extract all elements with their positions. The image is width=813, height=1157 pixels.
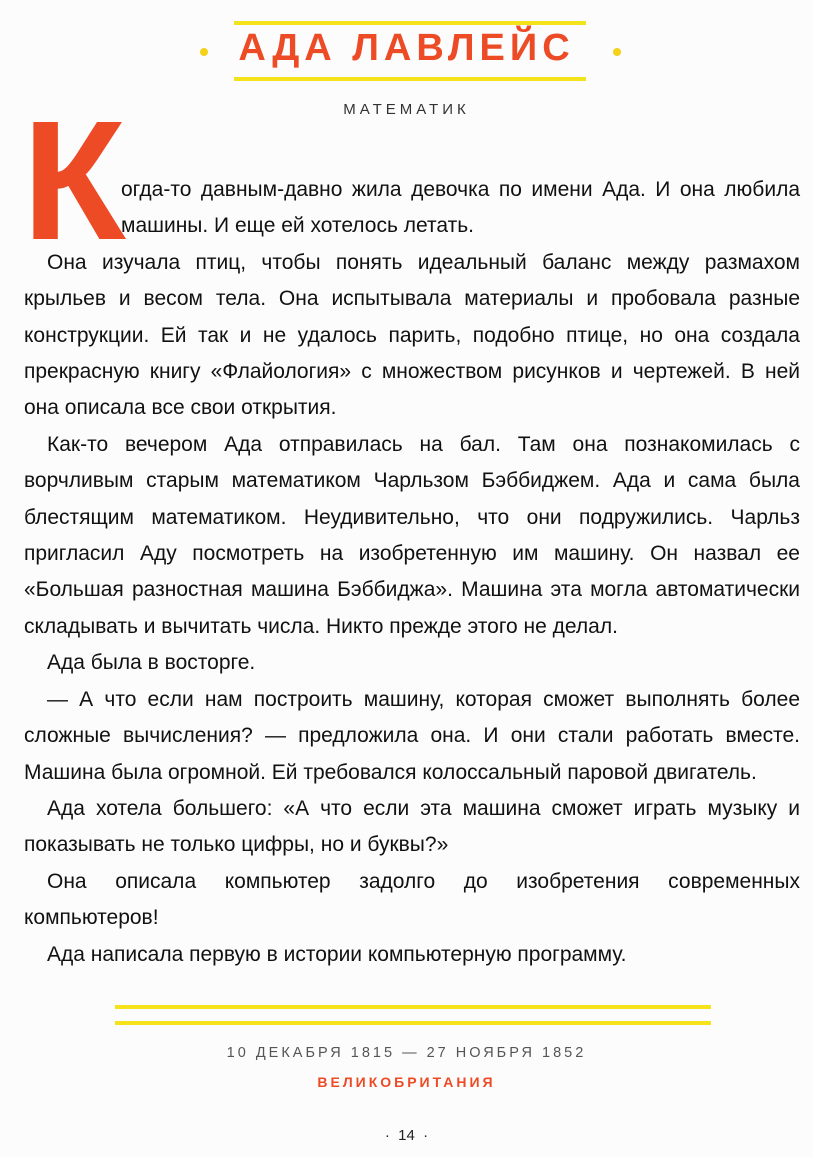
paragraph-5: — А что если нам построить машину, которая сможет выполнять более сложные вычисления? — предложила она. И они стали работать вместе. Машина была огромной. Ей требовался колоссальный паровой двигатель. [24,687,800,784]
paragraph-3: Как-то вечером Ада отправилась на бал. Там она познакомилась с ворчливым старым математиком Чарльзом Бэббиджем. Ада и сама была блестящим математиком. Неудивительно, что они подружились. Чарльз пригласил Аду посмотреть на изобретенную им машину. Он назвал ее «Большая разностная машина Бэббиджа». Машина эта могла автоматически складывать и вычитать числа. Никто прежде этого не делал. [24,432,800,638]
paragraph-1: огда-то давным-давно жила девочка по имени Ада. И она любила машины. И еще ей хотелось летать. [121,178,800,238]
page-subtitle: МАТЕМАТИК [343,101,470,118]
paragraph-2: Она изучала птиц, чтобы понять идеальный баланс между размахом крыльев и весом тела. Она испытывала материалы и пробовала разные конструкции. Ей так и не удалось парить, подобно птице, но она создала прекрасную книгу «Флайология» с множеством рисунков и чертежей. В ней она описала все свои открытия. [24,250,800,420]
paragraph-7: Она описала компьютер задолго до изобретения современных компьютеров! [24,869,800,930]
country: ВЕЛИКОБРИТАНИЯ [317,1074,496,1090]
paragraph-8: Ада написала первую в истории компьютерную программу. [47,942,627,966]
page-number: · 14 · [384,1127,429,1144]
story-text [24,172,800,973]
header-bottom-rule [234,77,586,81]
header-top-rule [234,21,586,25]
footer-bottom-rule [115,1021,711,1025]
page-title: АДА ЛАВЛЕЙС [238,27,575,69]
drop-cap: К [22,86,126,276]
life-dates: 10 ДЕКАБРЯ 1815 — 27 НОЯБРЯ 1852 [226,1045,587,1061]
paragraph-4: Ада была в восторге. [47,651,256,675]
footer-top-rule [115,1005,711,1009]
page-number-value: 14 [398,1127,415,1144]
paragraph-6: Ада хотела большего: «А что если эта машина сможет играть музыку и показывать не только цифры, но и буквы?» [24,796,800,857]
